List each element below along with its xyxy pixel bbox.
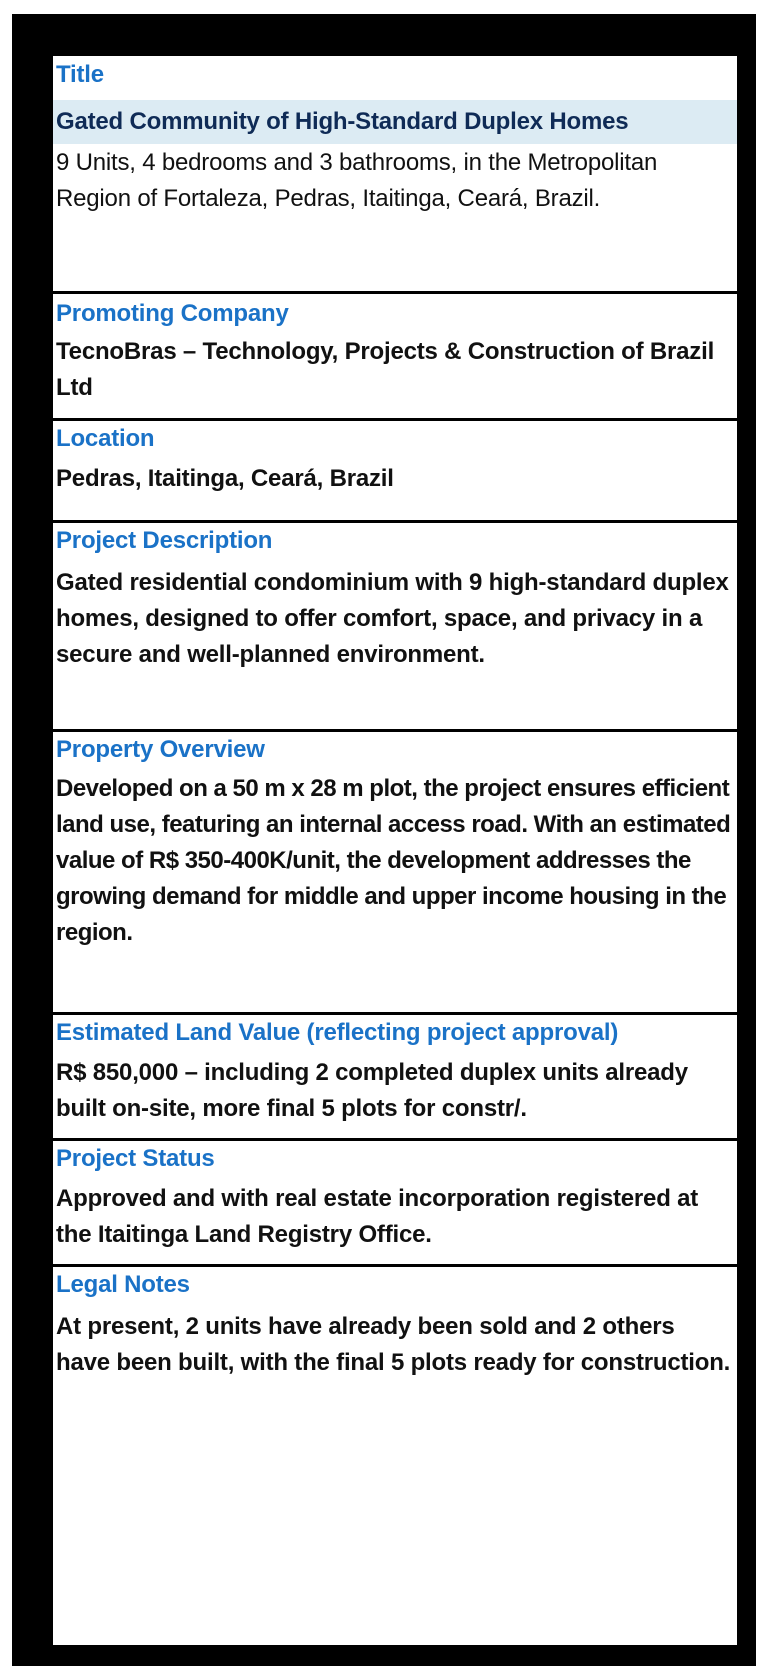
divider bbox=[53, 1138, 737, 1141]
info-sheet bbox=[53, 56, 737, 1645]
divider bbox=[53, 418, 737, 421]
document-frame bbox=[12, 14, 756, 1666]
divider bbox=[53, 291, 737, 294]
divider bbox=[53, 729, 737, 732]
promoting-company-label: Promoting Company bbox=[56, 300, 289, 327]
project-description-value: Gated residential condominium with 9 high-standard duplex homes, designed to offer comfort, space, and privacy in a secure and well-planned environment. bbox=[56, 569, 729, 668]
location-section bbox=[53, 422, 737, 522]
promoting-company-section bbox=[53, 295, 737, 419]
promoting-company-value: TecnoBras – Technology, Projects & Construction of Brazil Ltd bbox=[56, 338, 715, 401]
legal-notes-section bbox=[53, 1268, 737, 1645]
property-overview-section bbox=[53, 733, 737, 1013]
project-description-section bbox=[53, 524, 737, 730]
legal-notes-value: At present, 2 units have already been sold and 2 others have been built, with the final 5 plots ready for construction. bbox=[56, 1313, 731, 1376]
divider bbox=[53, 1012, 737, 1015]
project-status-value: Approved and with real estate incorporation registered at the Itaitinga Land Registry Office. bbox=[56, 1185, 699, 1248]
project-status-section bbox=[53, 1142, 737, 1266]
property-overview-label: Property Overview bbox=[56, 736, 265, 763]
project-description-label: Project Description bbox=[56, 527, 273, 554]
project-headline: Gated Community of High-Standard Duplex Homes bbox=[53, 100, 737, 144]
estimated-land-value-label: Estimated Land Value (reflecting project approval) bbox=[56, 1019, 619, 1046]
estimated-land-value-value: R$ 850,000 – including 2 completed duplex units already built on-site, more final 5 plots for constr/. bbox=[56, 1059, 688, 1122]
location-value: Pedras, Itaitinga, Ceará, Brazil bbox=[56, 465, 394, 492]
legal-notes-label: Legal Notes bbox=[56, 1271, 190, 1298]
estimated-land-value-section bbox=[53, 1016, 737, 1140]
title-label: Title bbox=[56, 61, 104, 88]
location-label: Location bbox=[56, 425, 155, 452]
divider bbox=[53, 520, 737, 523]
title-description: 9 Units, 4 bedrooms and 3 bathrooms, in the Metropolitan Region of Fortaleza, Pedras, Itaitinga, Ceará, Brazil. bbox=[56, 149, 658, 212]
property-overview-value: Developed on a 50 m x 28 m plot, the project ensures efficient land use, featuring an internal access road. With an estimated value of R$ 350-400K/unit, the development addresses the growing demand for middle and upper income housing in the region. bbox=[56, 775, 731, 946]
title-section bbox=[53, 56, 737, 292]
project-status-label: Project Status bbox=[56, 1145, 215, 1172]
divider bbox=[53, 1264, 737, 1267]
